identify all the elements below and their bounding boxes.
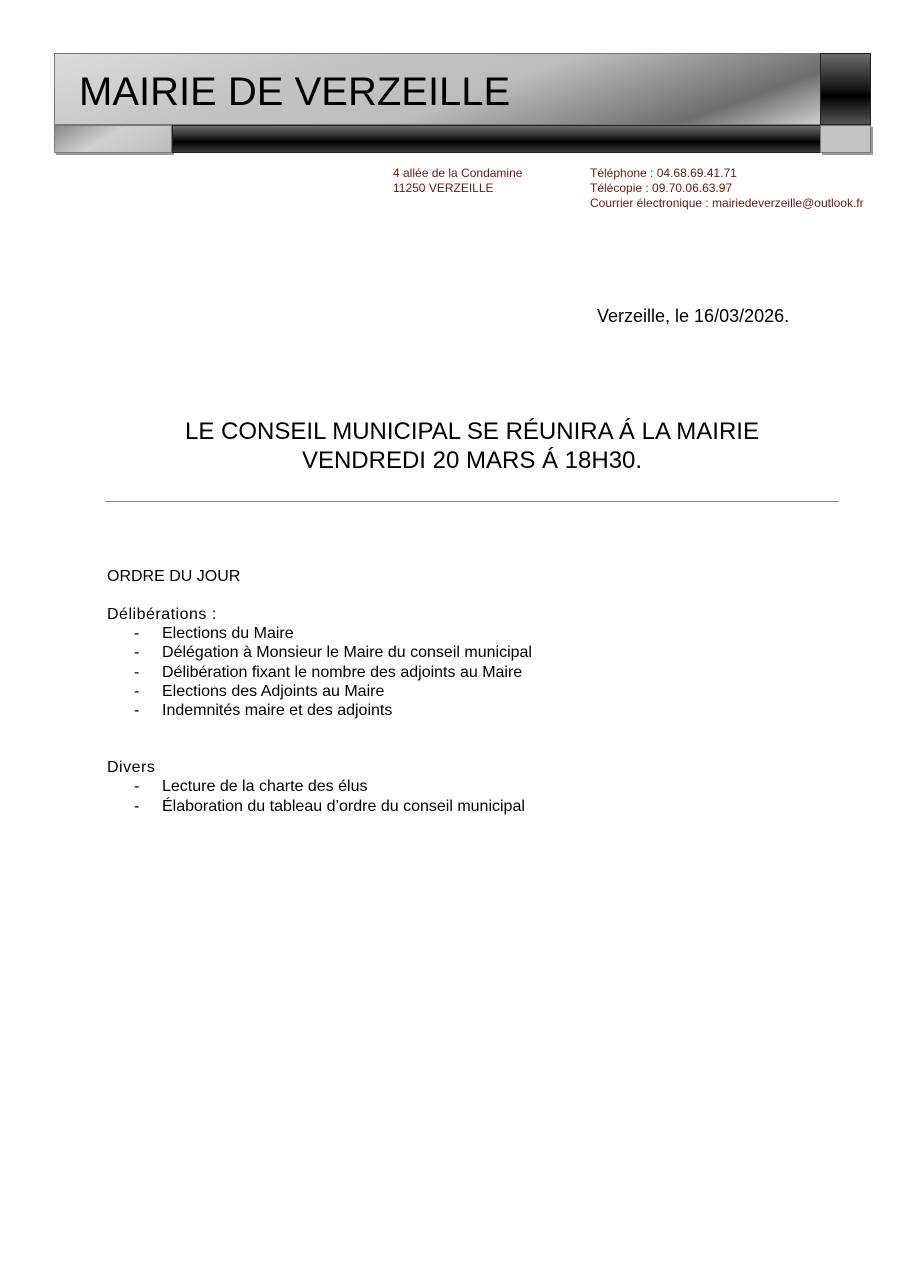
date-line: Verzeille, le 16/03/2026. — [597, 306, 790, 326]
announcement-line-1: LE CONSEIL MUNICIPAL SE RÉUNIRA Á LA MAIRIE — [185, 418, 759, 445]
banner-strip-right — [820, 125, 871, 153]
telecopie: Télécopie : 09.70.06.63.97 — [590, 181, 733, 195]
bullet-dash: - — [134, 663, 140, 681]
banner-strip-dark — [172, 125, 821, 153]
list-item — [107, 797, 827, 816]
agenda — [107, 567, 827, 816]
list-item-text: Lecture de la charte des élus — [162, 778, 368, 796]
telephone: Téléphone : 04.68.69.41.71 — [590, 166, 737, 180]
banner-strip-left — [54, 125, 172, 153]
list-item — [107, 701, 827, 720]
divers-list — [107, 777, 827, 816]
list-item-text: Délibération fixant le nombre des adjoints au Maire — [162, 663, 523, 681]
list-item-text: Elections du Maire — [162, 625, 294, 642]
list-item-text: Elections des Adjoints au Maire — [162, 682, 385, 700]
banner-dark-block — [820, 53, 871, 125]
list-item — [107, 624, 827, 643]
bullet-dash: - — [134, 702, 140, 720]
page-title: MAIRIE DE VERZEILLE — [79, 70, 511, 114]
list-item — [107, 643, 827, 662]
list-item-text: Indemnités maire et des adjoints — [162, 702, 393, 720]
address-line-2: 11250 VERZEILLE — [393, 181, 494, 195]
address-line-1: 4 allée de la Condamine — [393, 166, 523, 180]
list-item — [107, 682, 827, 701]
email: Courrier électronique : mairiedeverzeille@outlook.fr — [590, 196, 864, 210]
header-banner — [54, 53, 870, 153]
divers-heading: Divers — [107, 759, 156, 777]
deliberations-list — [107, 624, 827, 720]
list-item — [107, 777, 827, 796]
deliberations-heading: Délibérations : — [107, 606, 217, 623]
bullet-dash: - — [134, 682, 140, 700]
announcement-line-2: VENDREDI 20 MARS Á 18H30. — [301, 447, 643, 474]
list-item-text: Élaboration du tableau d’ordre du conseil municipal — [162, 797, 525, 815]
agenda-title: ORDRE DU JOUR — [107, 568, 241, 585]
bullet-dash: - — [134, 625, 140, 642]
bullet-dash: - — [134, 644, 140, 662]
bullet-dash: - — [134, 778, 140, 796]
banner-title-panel — [54, 53, 821, 125]
contact-details — [590, 166, 864, 211]
meeting-announcement — [106, 417, 838, 475]
postal-address — [393, 166, 522, 196]
list-item — [107, 663, 827, 682]
horizontal-divider — [105, 501, 839, 502]
list-item-text: Délégation à Monsieur le Maire du conseil municipal — [162, 644, 532, 662]
bullet-dash: - — [134, 797, 140, 815]
